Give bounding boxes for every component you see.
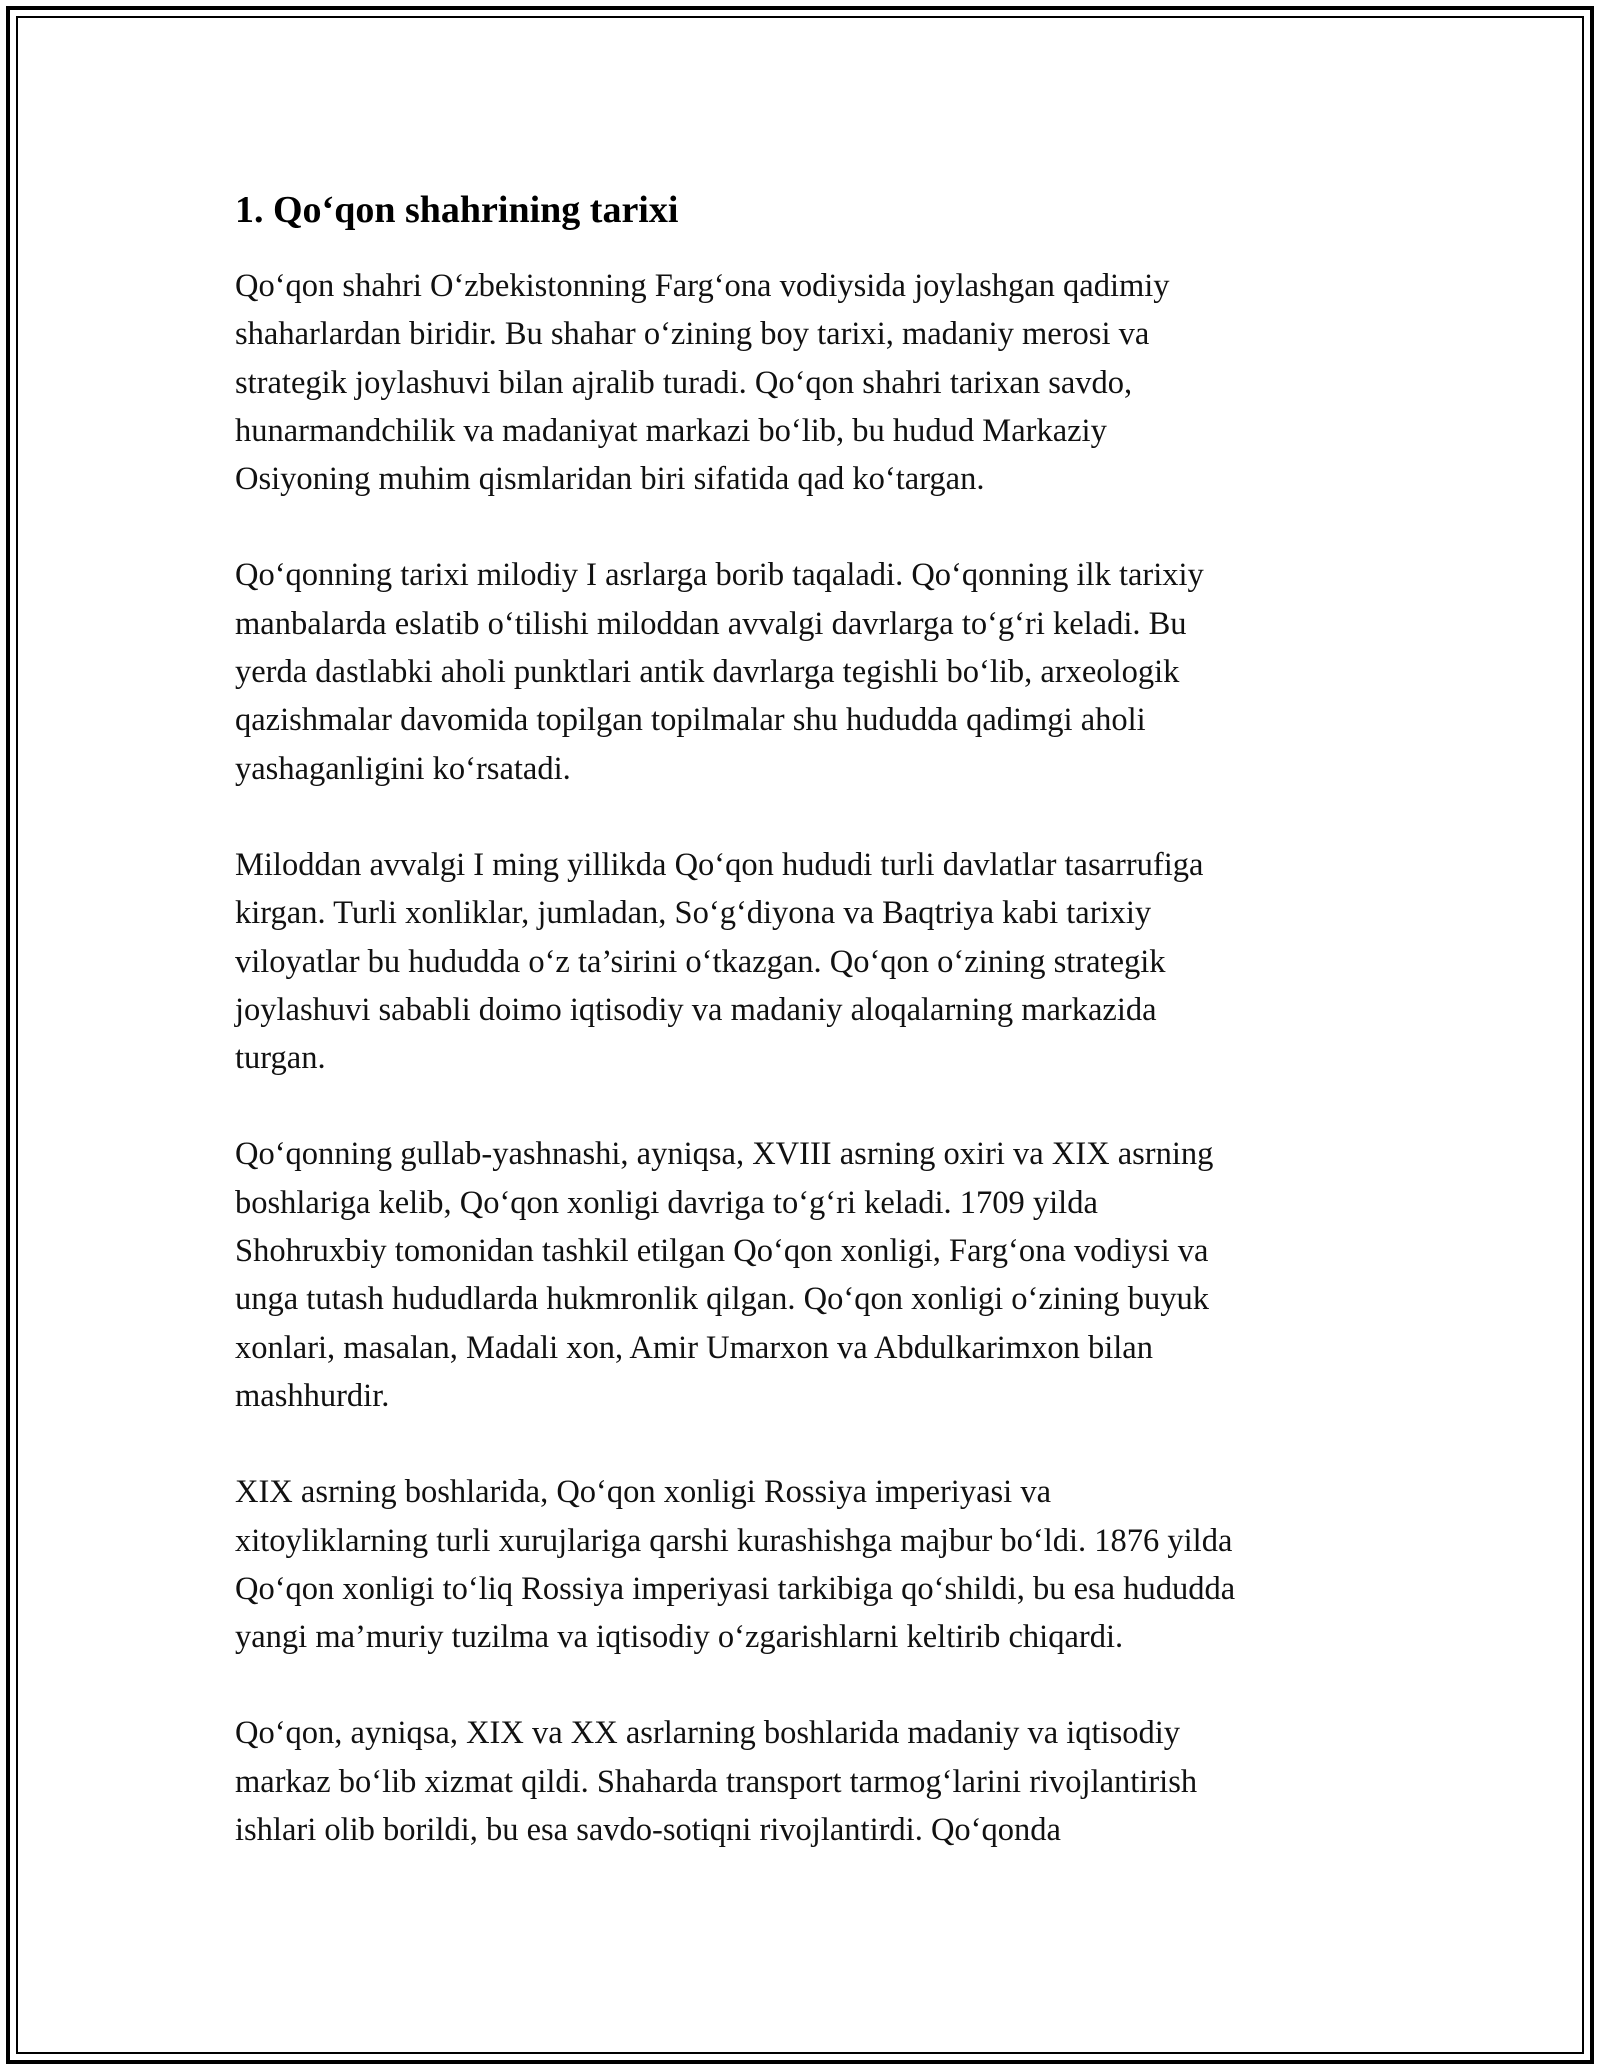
paragraph-2: Qo‘qonning tarixi milodiy I asrlarga borib taqaladi. Qo‘qonning ilk tarixiy manbalarda eslatib o‘tilishi miloddan avvalgi davrlarga to‘g‘ri keladi. Bu yerda dastlabki aholi punktlari antik davrlarga tegishli bo‘lib, arxeologik qazishmalar davomida topilgan topilmalar shu hududda qadimgi aholi yashaganligini ko‘rsatadi. xyxy=(235,557,1204,787)
section-heading: 1. Qo‘qon shahrining tarixi xyxy=(235,189,679,231)
paragraph-1: Qo‘qon shahri O‘zbekistonning Farg‘ona vodiysida joylashgan qadimiy shaharlardan biridir. Bu shahar o‘zining boy tarixi, madaniy merosi va strategik joylashuvi bilan ajralib turadi. Qo‘qon shahri tarixan savdo, hunarmandchilik va madaniyat markazi bo‘lib, bu hudud Markaziy Osiyoning muhim qismlaridan biri sifatida qad ko‘targan. xyxy=(235,268,1170,498)
paragraph-3: Miloddan avvalgi I ming yillikda Qo‘qon hududi turli davlatlar tasarrufiga kirgan. Turli xonliklar, jumladan, So‘g‘diyona va Baqtriya kabi tarixiy viloyatlar bu hududda o‘z ta’sirini o‘tkazgan. Qo‘qon o‘zining strategik joylashuvi sababli doimo iqtisodiy va madaniy aloqalarning markazida turgan. xyxy=(235,846,1204,1077)
paragraph-4: Qo‘qonning gullab-yashnashi, ayniqsa, XVIII asrning oxiri va XIX asrning boshlariga kelib, Qo‘qon xonligi davriga to‘g‘ri keladi. 1709 yilda Shohruxbiy tomonidan tashkil etilgan Qo‘qon xonligi, Farg‘ona vodiysi va unga tutash hududlarda hukmronlik qilgan. Qo‘qon xonligi o‘zining buyuk xonlari, masalan, Madali xon, Amir Umarxon va Abdulkarimxon bilan mashhurdir. xyxy=(235,1136,1214,1414)
document-body xyxy=(235,186,1395,1902)
paragraph-6: Qo‘qon, ayniqsa, XIX va XX asrlarning boshlarida madaniy va iqtisodiy markaz bo‘lib xizmat qildi. Shaharda transport tarmog‘larini rivojlantirish ishlari olib borildi, bu esa savdo-sotiqni rivojlantirdi. Qo‘qonda xyxy=(235,1715,1198,1849)
paragraph-5: XIX asrning boshlarida, Qo‘qon xonligi Rossiya imperiyasi va xitoyliklarning turli xurujlariga qarshi kurashishga majbur bo‘ldi. 1876 yilda Qo‘qon xonligi to‘liq Rossiya imperiyasi tarkibiga qo‘shildi, bu esa hududda yangi ma’muriy tuzilma va iqtisodiy o‘zgarishlarni keltirib chiqardi. xyxy=(235,1474,1236,1656)
